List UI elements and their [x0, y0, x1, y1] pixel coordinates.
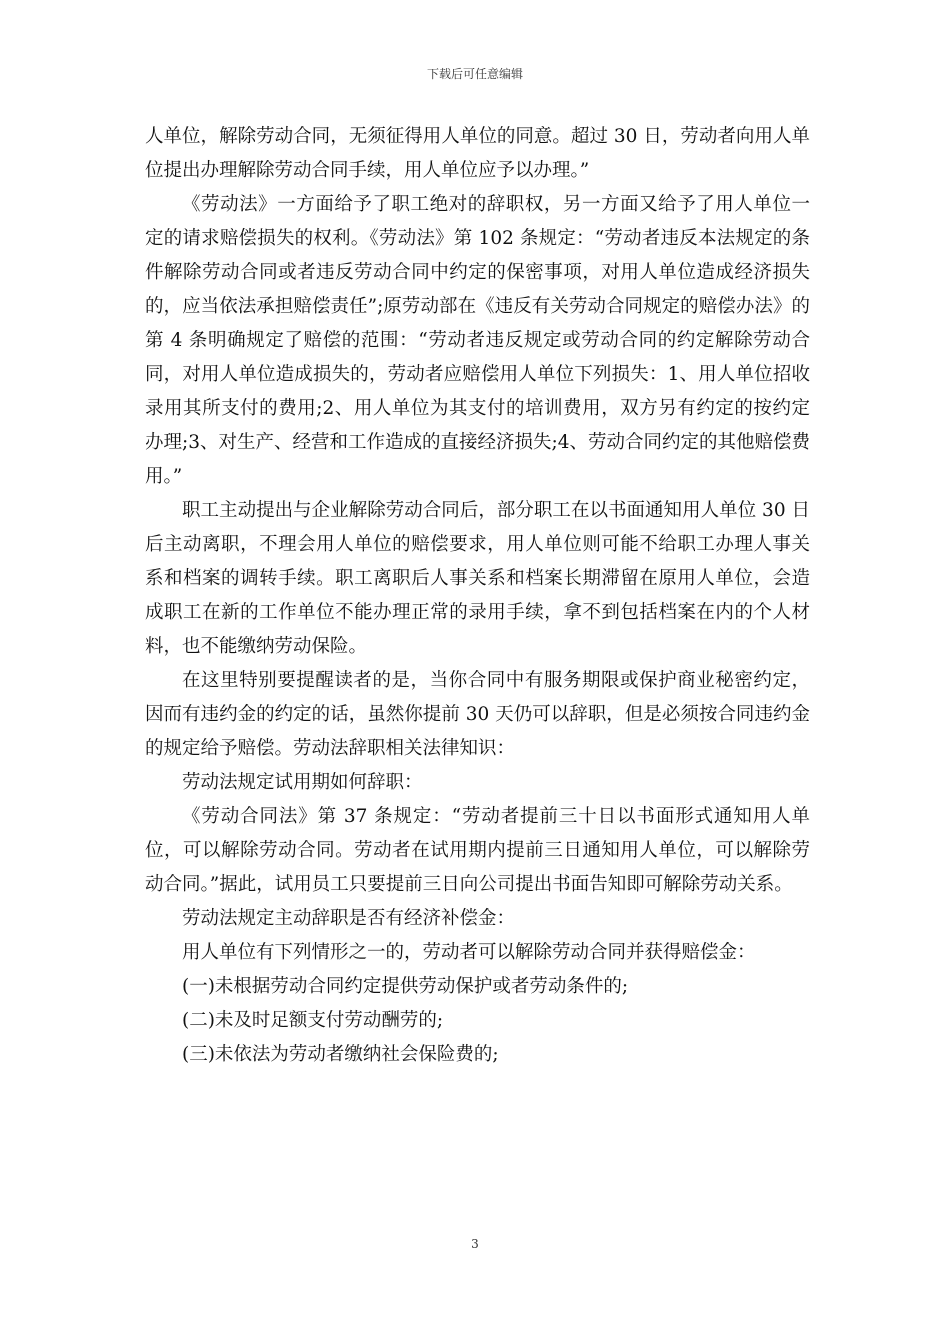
- paragraph-7: 劳动法规定主动辞职是否有经济补偿金：: [182, 908, 516, 929]
- paragraph-4: 在这里特别要提醒读者的是，当你合同中有服务期限或保护商业秘密约定，因而有违约金的约定的话，虽然你提前 30 天仍可以辞职，但是必须按合同违约金的规定给予赔偿。劳动法辞职相关法律知识：: [145, 670, 810, 759]
- page-header: 下载后可任意编辑: [426, 67, 523, 81]
- paragraph-3: 职工主动提出与企业解除劳动合同后，部分职工在以书面通知用人单位 30 日后主动离职，不理会用人单位的赔偿要求，用人单位则可能不给职工办理人事关系和档案的调转手续。职工离职后人事关系和档案长期滞留在原用人单位，会造成职工在新的工作单位不能办理正常的录用手续，拿不到包括档案在内的个人材料，也不能缴纳劳动保险。: [145, 500, 810, 657]
- list-item-3: (三)未依法为劳动者缴纳社会保险费的;: [182, 1044, 499, 1065]
- paragraph-6: 《劳动合同法》第 37 条规定：“劳动者提前三十日以书面形式通知用人单位，可以解除劳动合同。劳动者在试用期内提前三日通知用人单位，可以解除劳动合同。”据此，试用员工只要提前三日向公司提出书面告知即可解除劳动关系。: [145, 806, 810, 895]
- paragraph-5: 劳动法规定试用期如何辞职：: [182, 772, 423, 793]
- list-item-1: (一)未根据劳动合同约定提供劳动保护或者劳动条件的;: [182, 976, 629, 997]
- page-number: 3: [471, 1237, 479, 1251]
- paragraph-1: 人单位，解除劳动合同，无须征得用人单位的同意。超过 30 日，劳动者向用人单位提出办理解除劳动合同手续，用人单位应予以办理。”: [145, 126, 810, 181]
- list-item-2: (二)未及时足额支付劳动酬劳的;: [182, 1010, 444, 1031]
- paragraph-8: 用人单位有下列情形之一的，劳动者可以解除劳动合同并获得赔偿金：: [182, 942, 756, 963]
- paragraph-2: 《劳动法》一方面给予了职工绝对的辞职权，另一方面又给予了用人单位一定的请求赔偿损失的权利。《劳动法》第 102 条规定：“劳动者违反本法规定的条件解除劳动合同或者违反劳动合同中约定的保密事项，对用人单位造成经济损失的，应当依法承担赔偿责任”;原劳动部在《违反有关劳动合同规定的赔偿办法》的第 4 条明确规定了赔偿的范围：“劳动者违反规定或劳动合同的约定解除劳动合同，对用人单位造成损失的，劳动者应赔偿用人单位下列损失：1、用人单位招收录用其所支付的费用;2、用人单位为其支付的培训费用，双方另有约定的按约定办理;3、对生产、经营和工作造成的直接经济损失;4、劳动合同约定的其他赔偿费用。”: [145, 194, 811, 487]
- document-body: [145, 120, 810, 1072]
